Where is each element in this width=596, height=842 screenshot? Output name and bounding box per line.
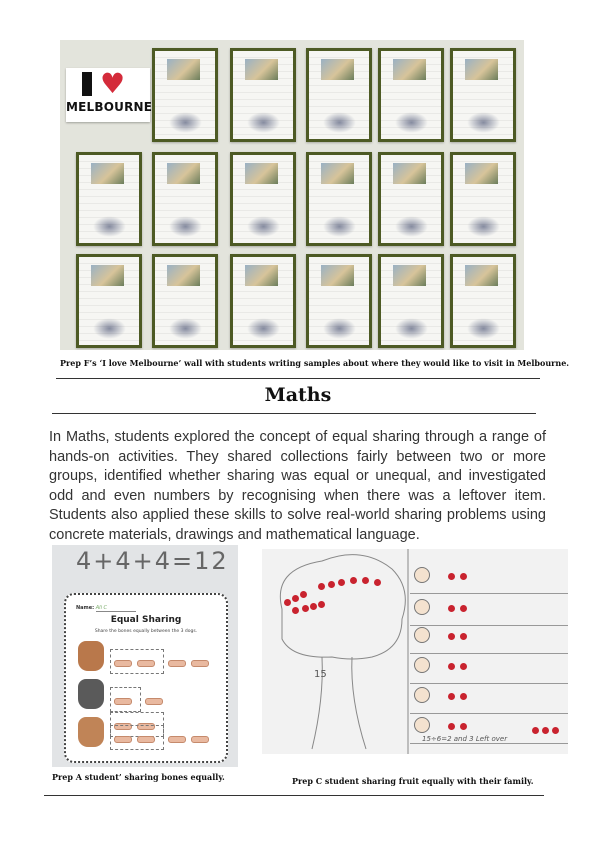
cherry-icon (318, 583, 325, 590)
writing-sample-sheet (230, 254, 296, 348)
section-title: Maths (264, 384, 332, 406)
writing-sample-sheet (230, 48, 296, 142)
i-love-melbourne-sign (66, 67, 153, 122)
sign-word: MELBOURNE (66, 100, 153, 114)
writing-sample-sheet (152, 152, 218, 246)
cherry-icon (374, 579, 381, 586)
bone-row (110, 687, 220, 707)
dog-icon (78, 641, 104, 671)
cherry-icon (302, 605, 309, 612)
fruit-photo-caption: Prep C student sharing fruit equally with their family. (292, 776, 534, 786)
family-member-face-icon (414, 687, 430, 703)
dog-icon (78, 679, 104, 709)
cherry-icon (284, 599, 291, 606)
cherry-icon (448, 605, 455, 612)
cherry-icon (338, 579, 345, 586)
writing-sample-sheet (378, 152, 444, 246)
handwritten-sum: 4+4+4=12 (76, 547, 229, 575)
division-equation: 15÷6=2 and 3 Left over (422, 735, 508, 743)
row-line (410, 593, 568, 594)
cherry-icon (328, 581, 335, 588)
writing-sample-sheet (230, 152, 296, 246)
divider-line (56, 378, 540, 379)
melbourne-wall-photo (60, 40, 524, 350)
writing-sample-sheet (306, 152, 372, 246)
fruit-sharing-drawing-photo (262, 549, 568, 754)
family-member-face-icon (414, 567, 430, 583)
cherry-icon (448, 693, 455, 700)
writing-sample-sheet (378, 48, 444, 142)
equal-sharing-worksheet-photo (52, 545, 238, 767)
divider-line (52, 413, 536, 414)
cherry-icon (552, 727, 559, 734)
worksheet-instruction: Share the bones equally between the 3 dogs. (94, 629, 198, 634)
cherry-icon (448, 633, 455, 640)
writing-sample-sheet (306, 48, 372, 142)
worksheet-photo-caption: Prep A student’ sharing bones equally. (52, 772, 225, 782)
cherry-icon (300, 591, 307, 598)
cherry-icon (292, 595, 299, 602)
cherry-icon (362, 577, 369, 584)
cherry-icon (292, 607, 299, 614)
family-member-face-icon (414, 627, 430, 643)
row-line (410, 653, 568, 654)
sign-letter-i (82, 72, 92, 96)
divider-line (44, 795, 544, 796)
wall-photo-caption: Prep F’s ‘I love Melbourne’ wall with students writing samples about where they would like to visit in Melbourne. (60, 358, 570, 368)
worksheet (64, 593, 228, 763)
cherry-icon (460, 693, 467, 700)
bone-row (110, 725, 220, 745)
dog-icon (78, 717, 104, 747)
writing-sample-sheet (76, 254, 142, 348)
cherry-icon (460, 663, 467, 670)
family-member-face-icon (414, 599, 430, 615)
cherry-icon (448, 663, 455, 670)
writing-sample-sheet (76, 152, 142, 246)
cherry-icon (318, 601, 325, 608)
writing-sample-sheet (378, 254, 444, 348)
writing-sample-sheet (152, 254, 218, 348)
cherry-icon (310, 603, 317, 610)
tree-number: 15 (314, 669, 327, 680)
writing-sample-sheet (450, 48, 516, 142)
row-line (410, 625, 568, 626)
writing-sample-sheet (450, 152, 516, 246)
name-label: Name: (76, 605, 95, 611)
cherry-icon (532, 727, 539, 734)
row-line (410, 683, 568, 684)
cherry-icon (460, 633, 467, 640)
writing-sample-sheet (306, 254, 372, 348)
cherry-icon (350, 577, 357, 584)
family-member-face-icon (414, 717, 430, 733)
writing-sample-sheet (450, 254, 516, 348)
cherry-icon (460, 605, 467, 612)
name-line (76, 605, 136, 612)
cherry-icon (460, 573, 467, 580)
name-value: Ali C (96, 605, 136, 612)
cherry-icon (448, 573, 455, 580)
writing-sample-sheet (152, 48, 218, 142)
section-body: In Maths, students explored the concept of equal sharing through a range of hands-on activities. They shared collections fairly between two or more groups, identified whether sharing was equal or unequal, and investigated odd and even numbers by recognising when there was a leftover item. Students also applied these skills to solve real-world sharing problems using concrete materials, drawings and mathematical language. (49, 429, 546, 543)
cherry-icon (448, 723, 455, 730)
family-member-face-icon (414, 657, 430, 673)
cherry-icon (542, 727, 549, 734)
worksheet-title: Equal Sharing (110, 615, 182, 625)
bone-row (110, 649, 220, 669)
row-line (410, 713, 568, 714)
heart-icon: ♥ (100, 67, 126, 100)
cherry-icon (460, 723, 467, 730)
row-line (410, 743, 568, 744)
